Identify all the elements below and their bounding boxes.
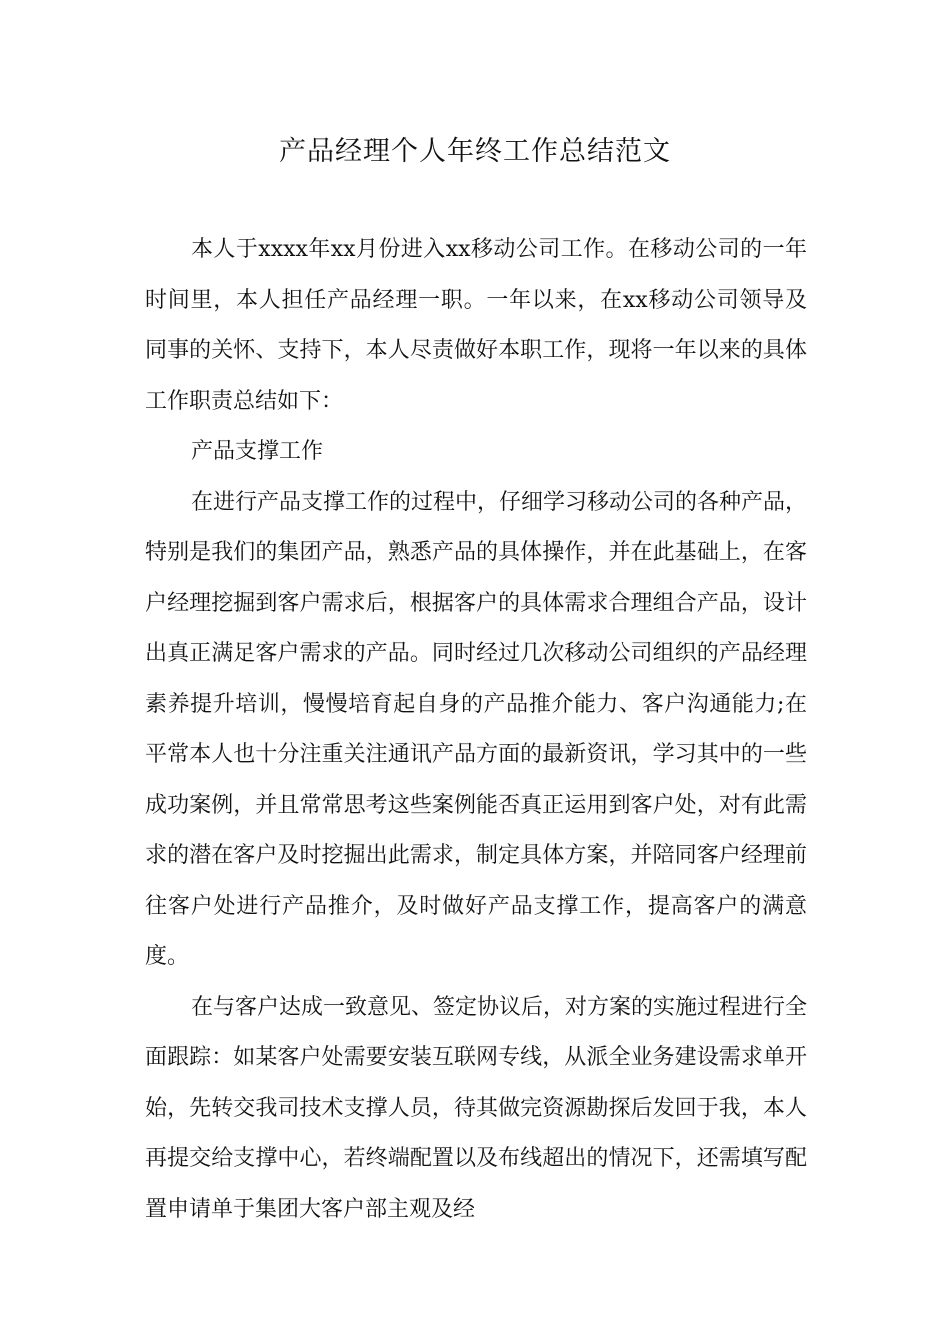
intro-paragraph: 本人于xxxx年xx月份进入xx移动公司工作。在移动公司的一年时间里，本人担任产品经理一职。一年以来，在xx移动公司领导及同事的关怀、支持下，本人尽责做好本职工作，现将一年以来的具体工作职责总结如下：	[145, 237, 807, 414]
document-title: 产品经理个人年终工作总结范文	[279, 136, 671, 167]
section-heading: 产品支撑工作	[191, 439, 324, 464]
body-paragraph: 在进行产品支撑工作的过程中，仔细学习移动公司的各种产品，特别是我们的集团产品，熟悉产品的具体操作，并在此基础上，在客户经理挖掘到客户需求后，根据客户的具体需求合理组合产品，设计出真正满足客户需求的产品。同时经过几次移动公司组织的产品经理素养提升培训，慢慢培育起自身的产品推介能力、客户沟通能力;在平常本人也十分注重关注通讯产品方面的最新资讯，学习其中的一些成功案例，并且常常思考这些案例能否真正运用到客户处，对有此需求的潜在客户及时挖掘出此需求，制定具体方案，并陪同客户经理前往客户处进行产品推介，及时做好产品支撑工作，提高客户的满意度。	[145, 489, 808, 969]
document-body	[145, 225, 807, 1235]
body-paragraph: 在与客户达成一致意见、签定协议后，对方案的实施过程进行全面跟踪：如某客户处需要安装互联网专线，从派全业务建设需求单开始，先转交我司技术支撑人员，待其做完资源勘探后发回于我，本人再提交给支撑中心，若终端配置以及布线超出的情况下，还需填写配置申请单于集团大客户部主观及经	[145, 994, 808, 1222]
